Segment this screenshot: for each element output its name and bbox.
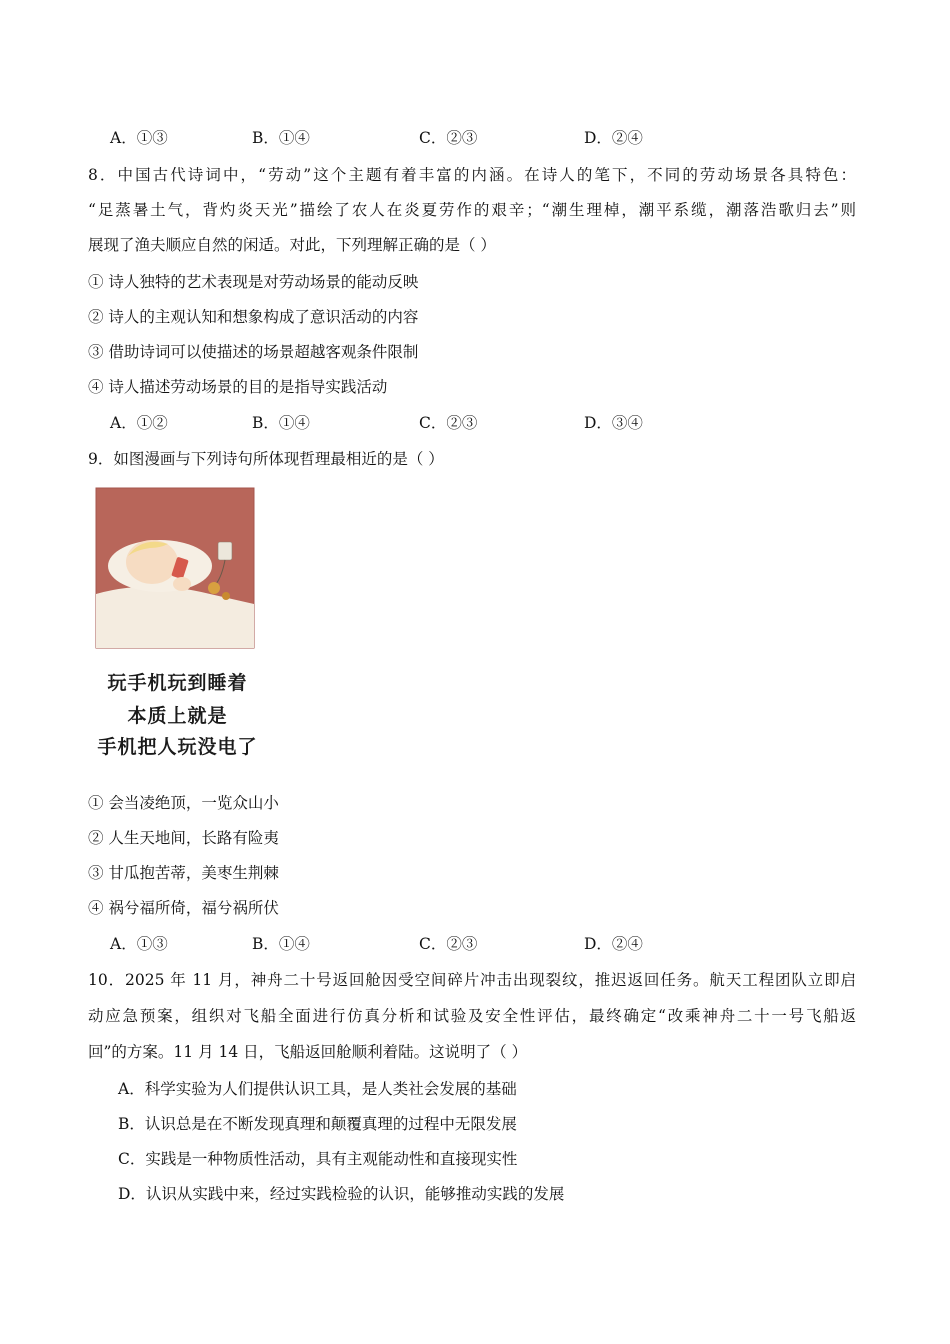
q8-stem-line-3: 展现了渔夫顺应自然的闲适。对此，下列理解正确的是（ ）	[88, 236, 496, 254]
q10-option-b[interactable]: B．认识总是在不断发现真理和颠覆真理的过程中无限发展	[118, 1115, 517, 1133]
q9-statement-4: ④ 祸兮福所倚，福兮祸所伏	[88, 899, 279, 917]
q9-statement-3: ③ 甘瓜抱苦蒂，美枣生荆棘	[88, 864, 279, 882]
q10-stem-line-1: 10．2025 年 11 月，神舟二十号返回舱因受空间碎片冲击出现裂纹，推迟返回任务。航天工程团队立即启	[88, 971, 856, 989]
q8-option-d[interactable]: D．③④	[584, 414, 643, 432]
q8-stem-line-2: “足蒸暑土气，背灼炎天光”描绘了农人在炎夏劳作的艰辛；“潮生理棹，潮平系缆，潮落浩歌归去”则	[88, 201, 856, 219]
comic-caption-line-3: 手机把人玩没电了	[97, 736, 258, 758]
q8-statement-3: ③ 借助诗词可以使描述的场景超越客观条件限制	[88, 343, 419, 361]
q9-stem: 9．如图漫画与下列诗句所体现哲理最相近的是（ ）	[88, 450, 444, 468]
comic-caption-line-2: 本质上就是	[127, 705, 228, 727]
q10-stem-line-2: 动应急预案，组织对飞船全面进行仿真分析和试验及安全性评估，最终确定“改乘神舟二十一号飞船返	[88, 1007, 856, 1025]
comic-charger-icon	[208, 582, 220, 594]
comic-outlet-icon	[218, 542, 232, 560]
q8-statement-2: ② 诗人的主观认知和想象构成了意识活动的内容	[88, 308, 419, 326]
q10-stem-line-3: 回”的方案。11 月 14 日，飞船返回舱顺利着陆。这说明了（ ）	[88, 1043, 528, 1061]
q7-option-d[interactable]: D．②④	[584, 129, 643, 147]
q9-statement-1: ① 会当凌绝顶，一览众山小	[88, 794, 279, 812]
q9-option-a[interactable]: A．①③	[110, 935, 168, 953]
q10-option-a[interactable]: A．科学实验为人们提供认识工具，是人类社会发展的基础	[118, 1080, 517, 1098]
q10-option-c[interactable]: C．实践是一种物质性活动，具有主观能动性和直接现实性	[118, 1150, 518, 1168]
q7-option-a[interactable]: A．①③	[110, 129, 168, 147]
q8-option-a[interactable]: A．①②	[110, 414, 168, 432]
q8-stem-line-1: 8．中国古代诗词中，“劳动”这个主题有着丰富的内涵。在诗人的笔下，不同的劳动场景各具特色：	[88, 166, 856, 184]
q9-statement-2: ② 人生天地间，长路有险夷	[88, 829, 279, 847]
q8-statement-1: ① 诗人独特的艺术表现是对劳动场景的能动反映	[88, 273, 419, 291]
comic-caption-line-1: 玩手机玩到睡着	[107, 672, 248, 694]
q8-statement-4: ④ 诗人描述劳动场景的目的是指导实践活动	[88, 378, 388, 396]
q9-option-c[interactable]: C．②③	[419, 935, 478, 953]
q7-option-b[interactable]: B．①④	[252, 129, 310, 147]
q9-option-d[interactable]: D．②④	[584, 935, 643, 953]
q8-option-c[interactable]: C．②③	[419, 414, 478, 432]
q9-option-b[interactable]: B．①④	[252, 935, 310, 953]
q7-option-c[interactable]: C．②③	[419, 129, 478, 147]
q10-option-d[interactable]: D．认识从实践中来，经过实践检验的认识，能够推动实践的发展	[118, 1185, 565, 1203]
q8-option-b[interactable]: B．①④	[252, 414, 310, 432]
